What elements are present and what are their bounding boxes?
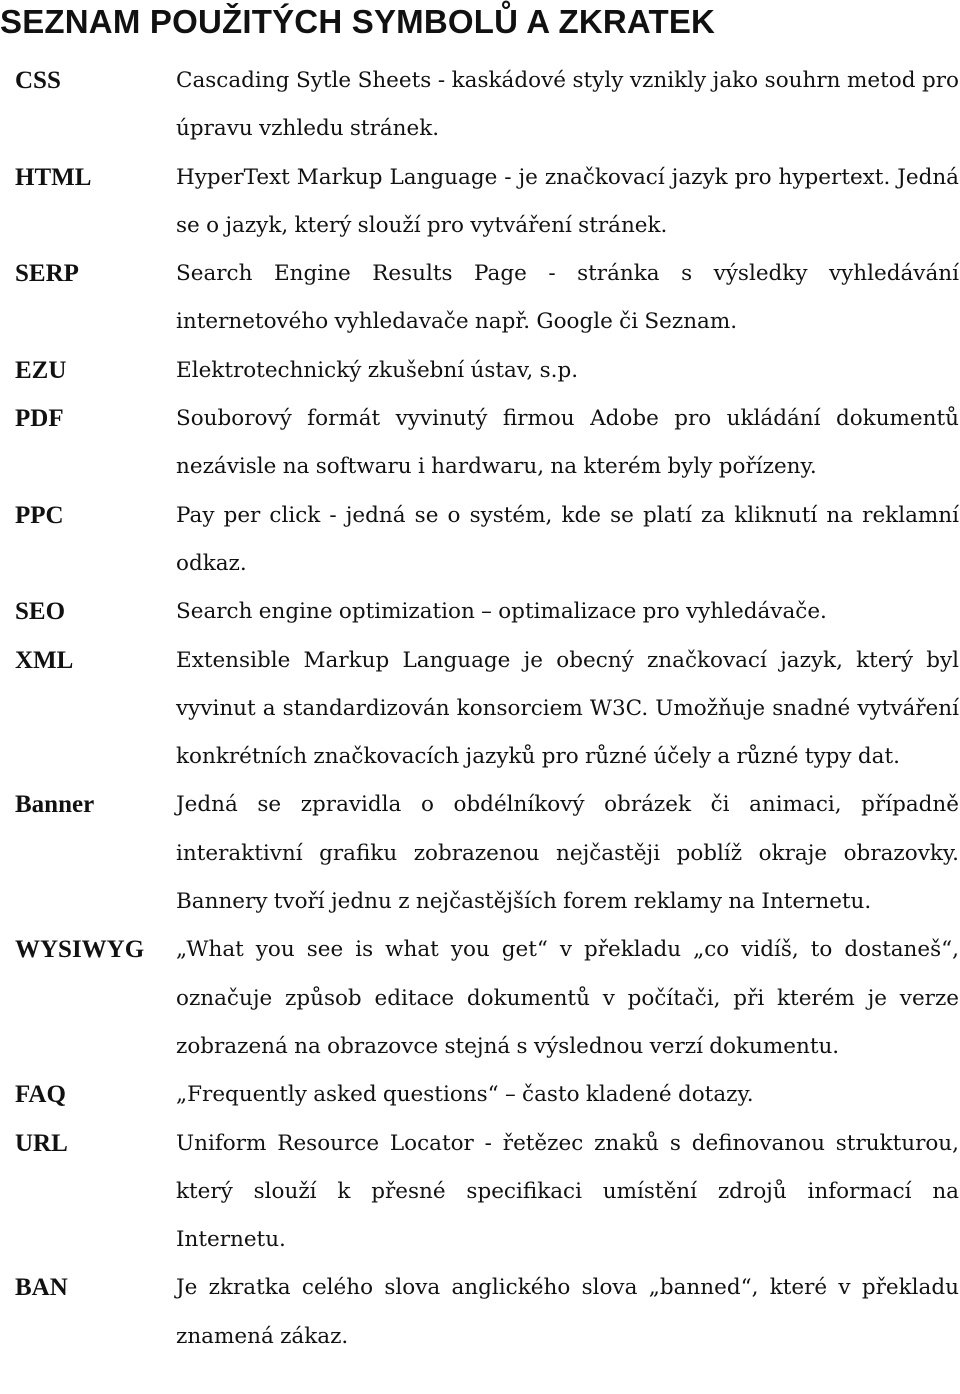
abbreviation-definition: HyperText Markup Language - je značkovací jazyk pro hypertext. Jedná se o jazyk, který slouží pro vytváření stránek.	[176, 164, 959, 238]
abbreviation-term: FAQ	[15, 1081, 66, 1109]
abbreviation-definition: Search engine optimization – optimalizace pro vyhledávače.	[176, 599, 827, 625]
abbreviation-definition: Search Engine Results Page - stránka s výsledky vyhledávání internetového vyhledavače např. Google či Seznam.	[176, 261, 959, 335]
abbreviation-entry-ezu	[0, 347, 960, 395]
abbreviation-term: CSS	[15, 67, 61, 94]
abbreviation-entry-pdf	[0, 395, 960, 492]
abbreviation-entry-wysiwyg	[0, 926, 960, 1071]
abbreviation-entry-serp	[0, 250, 960, 347]
page-title: SEZNAM POUŽITÝCH SYMBOLŮ A ZKRATEK	[0, 3, 716, 40]
abbreviation-term: BAN	[15, 1274, 68, 1302]
abbreviation-entry-xml	[0, 637, 960, 782]
abbreviation-entry-faq	[0, 1071, 960, 1119]
abbreviation-definition: Elektrotechnický zkušební ústav, s.p.	[176, 357, 579, 383]
abbreviation-definition: Pay per click - jedná se o systém, kde se platí za kliknutí na reklamní odkaz.	[176, 502, 959, 576]
abbreviation-entry-css	[0, 57, 960, 154]
abbreviation-entry-seo	[0, 588, 960, 636]
abbreviation-definition: Uniform Resource Locator - řetězec znaků s definovanou strukturou, který slouží k přesné specifikaci umístění zdrojů informací na Internetu.	[176, 1130, 959, 1253]
abbreviation-term: HTML	[15, 163, 92, 191]
abbreviation-term: SERP	[15, 260, 79, 288]
abbreviation-list	[0, 57, 960, 1361]
abbreviation-term: PPC	[15, 501, 64, 529]
abbreviation-entry-ban	[0, 1264, 960, 1361]
abbreviation-term: EZU	[15, 356, 67, 384]
abbreviation-term: SEO	[15, 598, 66, 626]
abbreviation-definition: Extensible Markup Language je obecný značkovací jazyk, který byl vyvinut a standardizován konsorciem W3C. Umožňuje snadné vytváření konkrétních značkovacích jazyků pro různé účely a různé typy dat.	[176, 647, 959, 770]
abbreviation-definition: Cascading Sytle Sheets - kaskádové styly vznikly jako souhrn metod pro úpravu vzhledu stránek.	[176, 68, 959, 142]
abbreviation-term: XML	[15, 646, 74, 674]
abbreviation-entry-ppc	[0, 492, 960, 589]
abbreviation-definition: „Frequently asked questions“ – často kladené dotazy.	[176, 1082, 754, 1108]
abbreviation-definition: Jedná se zpravidla o obdélníkový obrázek či animaci, případně interaktivní grafiku zobrazenou nejčastěji poblíž okraje obrazovky. Bannery tvoří jednu z nejčastějších forem reklamy na Internetu.	[176, 792, 959, 915]
abbreviation-entry-html	[0, 154, 960, 251]
abbreviation-term: Banner	[15, 791, 95, 819]
abbreviation-definition: Je zkratka celého slova anglického slova „banned“, které v překladu znamená zákaz.	[176, 1275, 959, 1349]
abbreviation-term: PDF	[15, 405, 64, 433]
abbreviation-entry-banner	[0, 781, 960, 926]
abbreviation-definition: „What you see is what you get“ v překladu „co vidíš, to dostaneš“, označuje způsob editace dokumentů v počítači, při kterém je verze zobrazená na obrazovce stejná s výslednou verzí dokumentu.	[176, 937, 959, 1059]
abbreviation-entry-url	[0, 1120, 960, 1265]
abbreviation-definition: Souborový formát vyvinutý firmou Adobe pro ukládání dokumentů nezávisle na softwaru i hardwaru, na kterém byly pořízeny.	[176, 406, 959, 480]
abbreviation-term: URL	[15, 1129, 68, 1157]
abbreviation-term: WYSIWYG	[15, 936, 145, 964]
